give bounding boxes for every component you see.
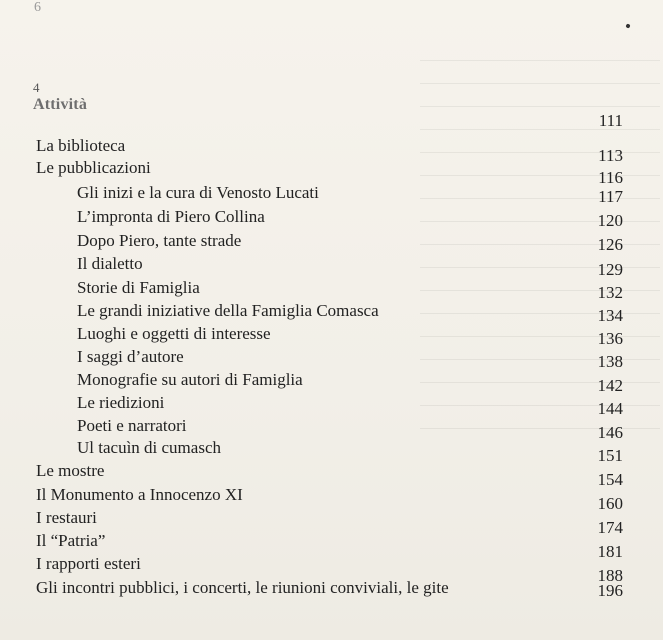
toc-page-number: 154	[597, 470, 623, 489]
toc-title: Poeti e narratori	[77, 416, 187, 435]
toc-entry	[0, 252, 663, 279]
toc-page-number: 151	[597, 446, 623, 465]
toc-title: Le mostre	[36, 461, 105, 480]
toc-entry	[0, 529, 663, 561]
toc-entry	[0, 276, 663, 300]
chapter-number: 4	[33, 80, 40, 95]
toc-entry	[0, 156, 663, 187]
toc-page-number: 142	[597, 376, 623, 395]
toc-title: Le riedizioni	[77, 393, 165, 412]
toc-entry	[0, 229, 663, 253]
toc-entry	[0, 506, 663, 537]
toc-title: La biblioteca	[36, 136, 126, 155]
toc-entry	[0, 459, 663, 489]
toc-page-number: 129	[597, 260, 623, 279]
toc-title: Storie di Famiglia	[77, 278, 200, 297]
toc-title: I rapporti esteri	[36, 554, 141, 573]
toc-title: Luoghi e oggetti di interesse	[77, 324, 271, 343]
toc-entry	[0, 368, 663, 395]
toc-entry	[0, 134, 663, 165]
toc-title: Il “Patria”	[36, 531, 106, 550]
toc-page-number: 160	[597, 494, 623, 513]
chapter-title: Attività	[33, 96, 88, 113]
corner-mark: 6	[34, 0, 41, 15]
toc-entry	[0, 552, 663, 585]
toc-page-number: 181	[597, 542, 623, 561]
toc-page-number: 126	[597, 235, 623, 254]
toc-title: Monografie su autori di Famiglia	[77, 370, 303, 389]
toc-entry	[0, 322, 663, 346]
toc-entry	[0, 205, 663, 229]
toc-page-number: 146	[597, 423, 623, 442]
toc-title: I restauri	[36, 508, 97, 527]
toc-entry	[0, 414, 663, 442]
toc-page-number: 174	[597, 518, 623, 537]
toc-entry	[0, 391, 663, 418]
toc-entry	[0, 299, 663, 323]
toc-entry	[0, 436, 663, 465]
toc-page-number: 132	[597, 283, 623, 302]
toc-title: Le pubblicazioni	[36, 158, 151, 177]
toc-entry	[0, 483, 663, 513]
toc-title: Dopo Piero, tante strade	[77, 231, 242, 250]
toc-page-number: 111	[598, 111, 623, 130]
toc-page-number: 120	[597, 211, 623, 230]
toc-page-number: 144	[597, 399, 623, 418]
toc-title: Ul tacuìn di cumasch	[77, 438, 221, 457]
toc-entry	[0, 108, 663, 132]
toc-title: Il Monumento a Innocenzo XI	[36, 485, 243, 504]
ink-dot	[625, 23, 630, 28]
toc-page-number: 116	[598, 168, 623, 187]
toc-title: Le grandi iniziative della Famiglia Comasca	[77, 301, 379, 320]
toc-entry	[0, 345, 663, 369]
toc-title: Gli inizi e la cura di Venosto Lucati	[77, 183, 319, 202]
toc-page-number: 196	[597, 581, 623, 600]
toc-page-number: 113	[598, 146, 623, 165]
toc-page-number: 136	[597, 329, 623, 348]
toc-entry	[0, 576, 663, 600]
toc-title: Il dialetto	[77, 254, 143, 273]
toc-title: Gli incontri pubblici, i concerti, le riunioni conviviali, le gite	[36, 578, 449, 597]
toc-page-number: 138	[597, 352, 623, 371]
toc-page-number: 188	[597, 566, 623, 585]
toc-page-number: 134	[597, 306, 623, 325]
toc-title: I saggi d’autore	[77, 347, 184, 366]
toc-entry	[0, 181, 663, 205]
toc-page-number: 117	[598, 187, 623, 206]
toc-title: L’impronta di Piero Collina	[77, 207, 265, 226]
